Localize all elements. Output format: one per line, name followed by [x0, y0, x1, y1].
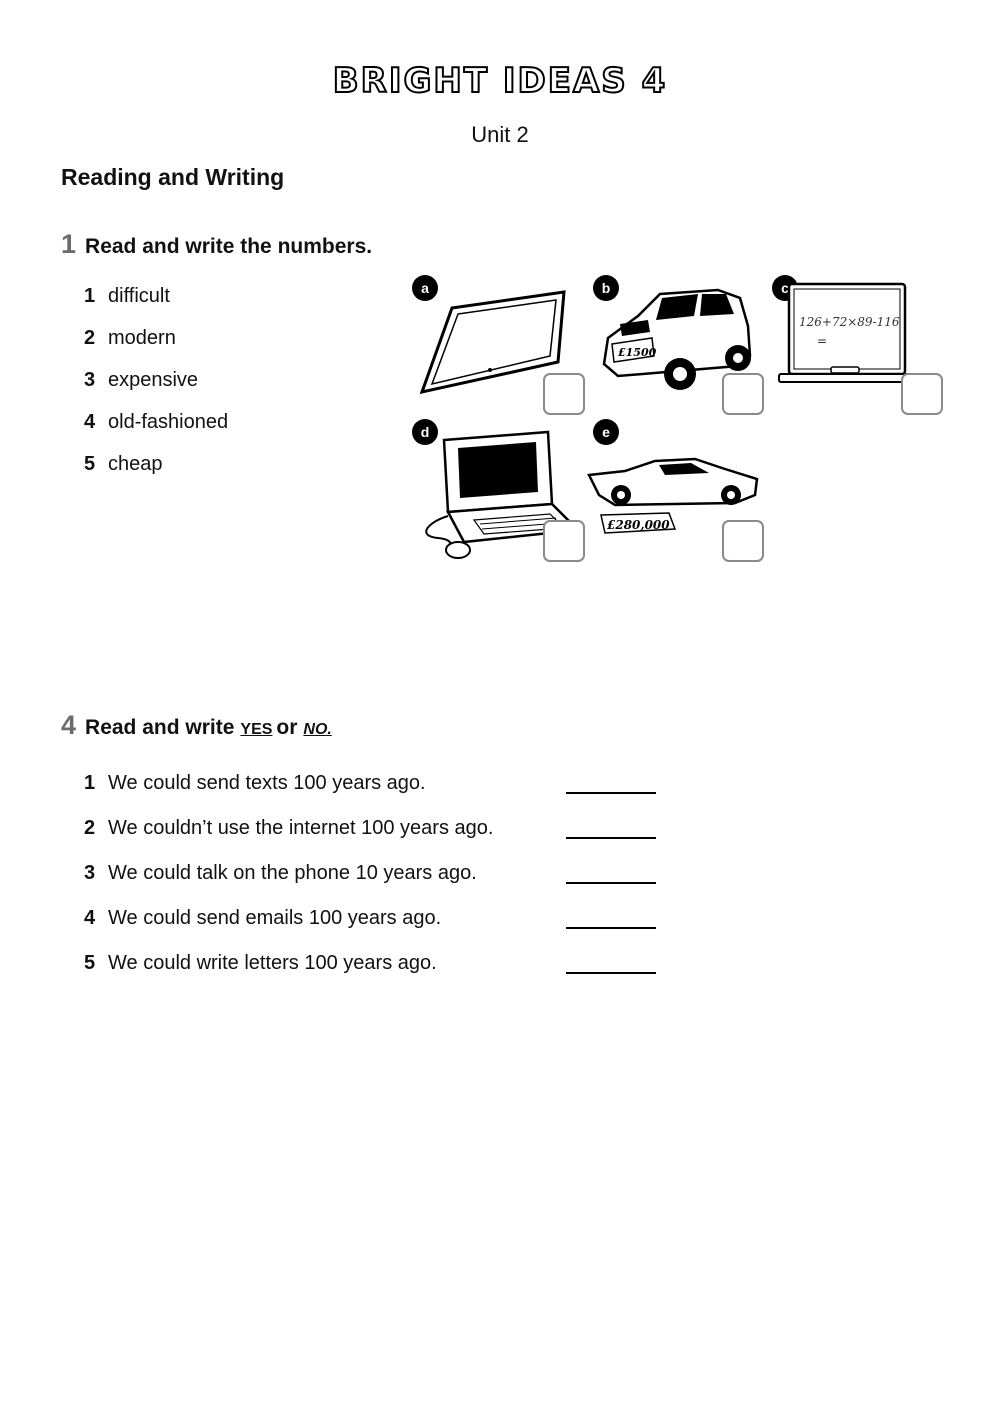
yes-word: YES [240, 721, 273, 738]
word-number: 4 [84, 411, 96, 433]
sentence-number: 4 [84, 907, 96, 929]
word-text: cheap [108, 453, 163, 475]
picture-label-b: b [593, 275, 619, 301]
word-list [84, 285, 228, 495]
word-text: old-fashioned [108, 411, 229, 433]
or-word: or [276, 716, 298, 739]
unit-label: Unit 2 [471, 122, 529, 147]
word-number: 3 [84, 369, 96, 391]
picture-label-c: c [772, 275, 798, 301]
sentence-text: We could send emails 100 years ago. [108, 907, 442, 929]
picture-label-a: a [412, 275, 438, 301]
answer-box-b[interactable] [722, 373, 764, 415]
list-item [84, 817, 684, 862]
answer-box-a[interactable] [543, 373, 585, 415]
list-item [84, 327, 228, 369]
answer-box-d[interactable] [543, 520, 585, 562]
word-text: difficult [108, 285, 170, 307]
sentence-text: We could write letters 100 years ago. [108, 952, 437, 974]
list-item [84, 862, 684, 907]
sentence-number: 3 [84, 862, 96, 884]
list-item [84, 369, 228, 411]
sentence-list [84, 772, 684, 997]
list-item [84, 907, 684, 952]
answer-line[interactable] [566, 907, 656, 929]
car-price-b: £1500 [618, 346, 657, 359]
no-word: NO. [303, 721, 332, 738]
picture-label-d: d [412, 419, 438, 445]
board-equation: 126+72×89-116 [799, 315, 900, 329]
answer-line[interactable] [566, 952, 656, 974]
board-equals: = [817, 334, 828, 348]
sentence-number: 5 [84, 952, 96, 974]
book-title [0, 58, 1000, 102]
word-number: 2 [84, 327, 96, 349]
answer-box-c[interactable] [901, 373, 943, 415]
list-item [84, 952, 684, 997]
list-item [84, 285, 228, 327]
exercise-4-heading [61, 710, 332, 741]
exercise-1-number: 1 [61, 229, 77, 259]
exercise-1-heading [61, 229, 372, 260]
book-title-text: BRIGHT IDEAS 4 [332, 61, 668, 101]
car-price-e: £280,000 [607, 518, 670, 532]
answer-line[interactable] [566, 817, 656, 839]
sentence-text: We could send texts 100 years ago. [108, 772, 426, 794]
list-item [84, 453, 228, 495]
list-item [84, 772, 684, 817]
word-text: modern [108, 327, 176, 349]
sentence-text: We couldn’t use the internet 100 years ago. [108, 817, 494, 839]
exercise-4-number: 4 [61, 710, 77, 740]
word-text: expensive [108, 369, 199, 391]
exercise-1-instruction: Read and write the numbers. [85, 235, 373, 258]
list-item [84, 411, 228, 453]
answer-line[interactable] [566, 772, 656, 794]
answer-line[interactable] [566, 862, 656, 884]
whiteboard-icon [775, 281, 910, 386]
picture-label-e: e [593, 419, 619, 445]
sentence-text: We could talk on the phone 10 years ago. [108, 862, 477, 884]
word-number: 1 [84, 285, 96, 307]
sentence-number: 1 [84, 772, 96, 794]
section-title: Reading and Writing [61, 164, 285, 190]
sentence-number: 2 [84, 817, 96, 839]
exercise-4-instruction: Read and write [85, 716, 235, 739]
book-title-graphic [332, 58, 668, 102]
answer-box-e[interactable] [722, 520, 764, 562]
word-number: 5 [84, 453, 96, 475]
